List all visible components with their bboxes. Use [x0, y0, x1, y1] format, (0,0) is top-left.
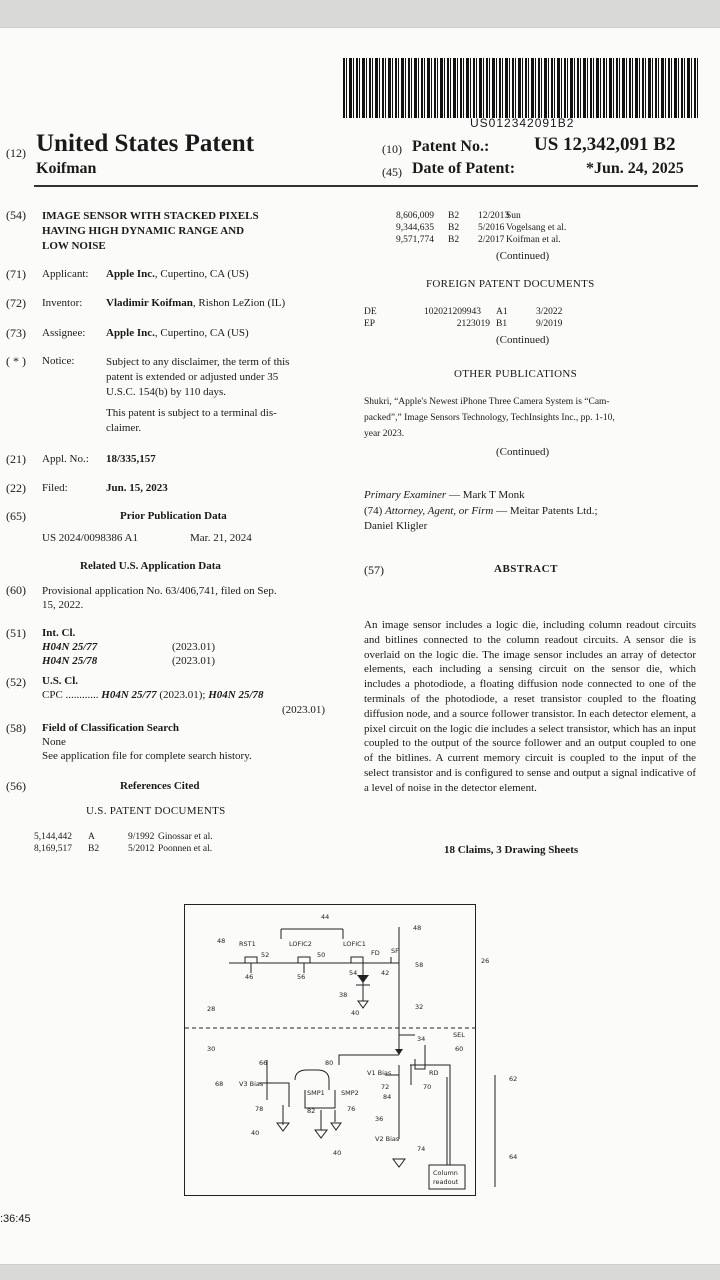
fig-label: 42 — [381, 969, 390, 977]
cpc-line — [42, 689, 264, 701]
fig-label: 82 — [307, 1107, 316, 1115]
attorney-2: Daniel Kligler — [364, 520, 428, 532]
assignee — [106, 327, 249, 339]
code-51: (51) — [6, 626, 26, 640]
code-54: (54) — [6, 208, 26, 222]
abstract-text: An image sensor includes a logic die, including column readout circuits and bitlines connected to the column readout circuits. A sensor die is overlaid on the logic die. The image sensor includes an array of detector elements, each including a sensing circuit on the sensor die, which includes a photodiode, a floating diffusion node connected to one of the terminals of the photodiode, a reset transistor coupled to the floating diffusion node, and a source follower transistor. In each detector element, a pixel circuit on the logic die includes a select transistor, which has an input coupled to the output of the source follower and an output coupled to one of the bitlines. A current memory circuit is coupled to the input of the select transistor and is configured to sense and output a signal indicative of a level of noise in the detector element. — [364, 619, 696, 794]
code-60: (60) — [6, 583, 26, 597]
prior-pub-heading: Prior Publication Data — [120, 510, 227, 522]
continued-1: (Continued) — [496, 250, 550, 262]
fig-label: 48 — [413, 924, 422, 932]
fig-label: 26 — [481, 957, 490, 965]
foreign-date: 9/2019 — [536, 319, 563, 329]
inventor — [106, 297, 285, 309]
fig-label: 72 — [381, 1083, 390, 1091]
ground-icon — [358, 1001, 368, 1008]
foreign-kind: A1 — [496, 307, 508, 317]
ref-who: Vogelsang et al. — [506, 223, 567, 233]
ref-date: 9/1992 — [128, 832, 155, 842]
related-heading: Related U.S. Application Data — [80, 560, 221, 572]
other-pub-line: Shukri, “Apple's Newest iPhone Three Camera System is “Cam- — [364, 397, 610, 407]
fig-label: SMP2 — [341, 1089, 359, 1097]
cpc-label: CPC ............ — [42, 689, 99, 701]
filed-date: Jun. 15, 2023 — [106, 482, 168, 494]
notice-line: U.S.C. 154(b) by 110 days. — [106, 386, 226, 398]
fig-label: readout — [433, 1178, 459, 1186]
foreign-no: 2123019 — [456, 319, 490, 329]
foreign-row — [364, 306, 562, 318]
examiner-name: — Mark T Monk — [446, 489, 525, 501]
barcode-number: US012342091B2 — [470, 116, 575, 130]
ref-row — [34, 831, 213, 843]
appl-label: Appl. No.: — [42, 453, 89, 465]
fig-label: 62 — [509, 1075, 518, 1083]
fig-label: 28 — [207, 1005, 216, 1013]
ref-no: 9,571,774 — [396, 235, 434, 245]
patent-no-label: Patent No.: — [412, 138, 490, 155]
invention-title-line: IMAGE SENSOR WITH STACKED PIXELS — [42, 210, 259, 222]
ref-no: 8,169,517 — [34, 844, 72, 854]
uscl-label: U.S. Cl. — [42, 675, 79, 687]
fig-label: 32 — [415, 1003, 424, 1011]
notice-text — [106, 355, 289, 436]
prior-pub-no: US 2024/0098386 A1 — [42, 532, 138, 544]
other-pubs-heading: OTHER PUBLICATIONS — [454, 368, 578, 380]
appl-no: 18/335,157 — [106, 453, 156, 465]
fig-label: 30 — [207, 1045, 216, 1053]
fig-label: 54 — [349, 969, 358, 977]
ref-no: 5,144,442 — [34, 832, 72, 842]
code-56: (56) — [6, 779, 26, 793]
us-docs-heading: U.S. PATENT DOCUMENTS — [86, 805, 226, 817]
fig-label: 40 — [333, 1149, 342, 1157]
field-label: Field of Classification Search — [42, 722, 179, 734]
filed-label: Filed: — [42, 482, 68, 494]
fig-label: 66 — [259, 1059, 268, 1067]
ref-kind: B2 — [448, 223, 460, 233]
node-34-icon — [395, 1049, 403, 1055]
timestamp: :36:45 — [0, 1213, 31, 1225]
prior-pub-date: Mar. 21, 2024 — [190, 532, 252, 544]
inventor-label: Inventor: — [42, 297, 83, 309]
patent-page — [0, 28, 720, 1264]
ref-no: 8,606,009 — [396, 211, 434, 221]
ref-row — [34, 843, 213, 855]
foreign-heading: FOREIGN PATENT DOCUMENTS — [426, 278, 595, 290]
notice-line: claimer. — [106, 422, 142, 434]
cpc-1: H04N 25/77 — [101, 689, 157, 701]
claims-summary: 18 Claims, 3 Drawing Sheets — [444, 844, 579, 856]
fig-label: LOFIC2 — [289, 940, 312, 948]
ref-who: Ginossar et al. — [158, 832, 213, 842]
us-refs-left — [34, 831, 213, 855]
fig-label: V2 Bias — [375, 1135, 400, 1143]
ref-date: 12/2013 — [478, 211, 510, 221]
foreign-cc: EP — [364, 319, 376, 329]
fig-label: 84 — [383, 1093, 392, 1101]
foreign-cc: DE — [364, 307, 377, 317]
ref-kind: B2 — [448, 235, 460, 245]
fig-label: 40 — [351, 1009, 360, 1017]
intcl-2: H04N 25/78 — [42, 655, 98, 667]
fig-label: 52 — [261, 951, 270, 959]
code-45: (45) — [382, 165, 402, 179]
patent-no: US 12,342,091 B2 — [534, 134, 676, 155]
provisional-line: Provisional application No. 63/406,741, filed on Sep. — [42, 585, 277, 597]
inventor-name: Vladimir Koifman — [106, 297, 193, 309]
ground-icon — [315, 1130, 327, 1138]
abstract-heading: ABSTRACT — [494, 563, 558, 575]
other-pub-line: year 2023. — [364, 429, 405, 439]
ref-kind: B2 — [448, 211, 460, 221]
attorney-name: — Meitar Patents Ltd.; — [493, 505, 598, 517]
applicant-name: Apple Inc. — [106, 268, 155, 280]
code-22: (22) — [6, 481, 26, 495]
continued-2: (Continued) — [496, 334, 550, 346]
examiner-label: Primary Examiner — [364, 489, 447, 501]
inventor-location: , Rishon LeZion (IL) — [192, 297, 286, 309]
intcl-1-year: (2023.01) — [172, 641, 216, 653]
ref-who: Koifman et al. — [506, 235, 561, 245]
ref-kind: B2 — [88, 844, 100, 854]
provisional-line: 15, 2022. — [42, 599, 84, 611]
fig-label: 80 — [325, 1059, 334, 1067]
provisional-app — [42, 584, 277, 612]
ref-date: 2/2017 — [478, 235, 505, 245]
assignee-label: Assignee: — [42, 327, 86, 339]
fig-label: LOFIC1 — [343, 940, 366, 948]
code-58: (58) — [6, 721, 26, 735]
fig-label: 56 — [297, 973, 306, 981]
cpc-2-year: (2023.01) — [282, 704, 326, 716]
ref-who: Sun — [506, 211, 521, 221]
date-label: Date of Patent: — [412, 160, 516, 177]
fig-label: 34 — [417, 1035, 426, 1043]
patent-date: *Jun. 24, 2025 — [586, 160, 684, 177]
fig-label: 76 — [347, 1105, 356, 1113]
inventor-surname: Koifman — [36, 160, 97, 177]
intcl-2-year: (2023.01) — [172, 655, 216, 667]
ref-row — [396, 210, 566, 222]
invention-title-line: LOW NOISE — [42, 240, 106, 252]
ref-who: Poonnen et al. — [158, 844, 213, 854]
photodiode-symbol — [357, 975, 369, 983]
notice-line: Subject to any disclaimer, the term of this — [106, 356, 290, 368]
continued-3: (Continued) — [496, 446, 550, 458]
code-notice: ( * ) — [6, 354, 26, 368]
other-pubs — [364, 394, 615, 442]
us-refs-right — [396, 210, 566, 246]
fig-label: 74 — [417, 1145, 426, 1153]
invention-title — [42, 209, 259, 254]
fig-label: 64 — [509, 1153, 518, 1161]
attorney-label: Attorney, Agent, or Firm — [385, 505, 494, 517]
fig-label: SMP1 — [307, 1089, 325, 1097]
invention-title-line: HAVING HIGH DYNAMIC RANGE AND — [42, 225, 245, 237]
fig-label: 50 — [317, 951, 326, 959]
ref-date: 5/2012 — [128, 844, 155, 854]
assignee-name: Apple Inc. — [106, 327, 155, 339]
ground-icon — [331, 1123, 341, 1130]
notice-line: patent is extended or adjusted under 35 — [106, 371, 279, 383]
ref-kind: A — [88, 832, 95, 842]
circuit-wires — [185, 927, 495, 1187]
ref-no: 9,344,635 — [396, 223, 434, 233]
fig-label: V1 Bias — [367, 1069, 392, 1077]
ref-row — [396, 234, 566, 246]
cpc-2: H04N 25/78 — [208, 689, 264, 701]
assignee-location: , Cupertino, CA (US) — [154, 327, 249, 339]
patent-title: United States Patent — [36, 130, 255, 157]
foreign-kind: B1 — [496, 319, 508, 329]
circuit-figure — [184, 904, 518, 1196]
fig-label: 48 — [217, 937, 226, 945]
fig-label: 68 — [215, 1080, 224, 1088]
refs-heading: References Cited — [120, 780, 200, 792]
ref-date: 5/2016 — [478, 223, 505, 233]
fig-label: FD — [371, 949, 380, 957]
code-12: (12) — [6, 146, 26, 160]
cpc-1-year: (2023.01); — [156, 689, 209, 701]
fig-label: Column — [433, 1169, 458, 1177]
intcl-label: Int. Cl. — [42, 627, 76, 639]
fig-label: 46 — [245, 973, 254, 981]
circuit-diagram — [185, 905, 518, 1195]
fig-label: 78 — [255, 1105, 264, 1113]
header-rule — [34, 185, 698, 187]
applicant — [106, 268, 249, 280]
applicant-label: Applicant: — [42, 268, 89, 280]
notice-label: Notice: — [42, 355, 75, 367]
fig-label: 38 — [339, 991, 348, 999]
foreign-no: 102021209943 — [424, 307, 481, 317]
fig-label: 40 — [251, 1129, 260, 1137]
fig-label: SF — [391, 947, 399, 955]
other-pub-line: packed”,” Image Sensors Technology, TechInsights Inc., pp. 1-10, — [364, 413, 615, 423]
ground-icon — [393, 1159, 405, 1167]
foreign-row — [364, 318, 562, 330]
fig-label: 36 — [375, 1115, 384, 1123]
intcl-1: H04N 25/77 — [42, 641, 98, 653]
foreign-refs — [364, 306, 562, 330]
foreign-date: 3/2022 — [536, 307, 563, 317]
fig-label: 60 — [455, 1045, 464, 1053]
fig-label: RD — [429, 1069, 439, 1077]
fig-label: SEL — [453, 1031, 465, 1039]
code-52: (52) — [6, 675, 26, 689]
fig-label: 44 — [321, 913, 330, 921]
code-73: (73) — [6, 326, 26, 340]
code-65: (65) — [6, 509, 26, 523]
code-57: (57) — [364, 563, 384, 577]
examiner — [364, 489, 525, 501]
barcode — [343, 58, 698, 118]
code-72: (72) — [6, 296, 26, 310]
fig-label: 70 — [423, 1083, 432, 1091]
field-none: None — [42, 736, 66, 748]
notice-line: This patent is subject to a terminal dis- — [106, 407, 277, 419]
code-10: (10) — [382, 142, 402, 156]
field-see: See application file for complete search history. — [42, 750, 252, 762]
attorney — [364, 505, 598, 517]
code-74: (74) — [364, 505, 383, 517]
code-71: (71) — [6, 267, 26, 281]
ref-row — [396, 222, 566, 234]
fig-label: 58 — [415, 961, 424, 969]
fig-label: V3 Bias — [239, 1080, 264, 1088]
fig-label: RST1 — [239, 940, 256, 948]
applicant-location: , Cupertino, CA (US) — [154, 268, 249, 280]
code-21: (21) — [6, 452, 26, 466]
